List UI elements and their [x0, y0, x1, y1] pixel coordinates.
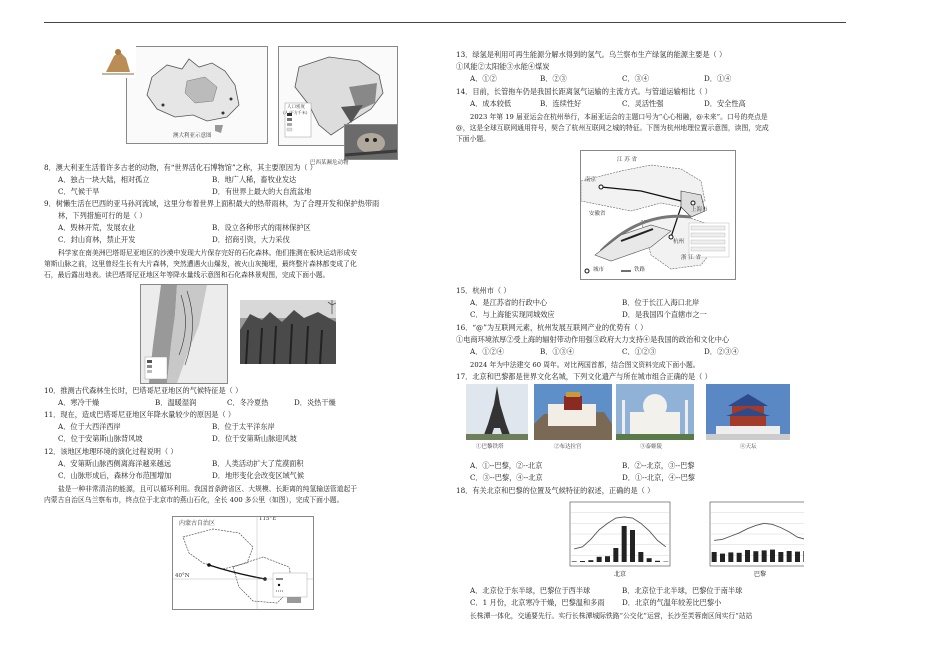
q14-option-b[interactable]: B．连续性好 [540, 99, 582, 108]
q9-option-b[interactable]: B．设立各种形式的雨林保护区 [212, 223, 311, 232]
q11-stem: 11．现在，造成巴塔哥尼亚地区年降水量较少的原因是（ ） [44, 410, 236, 419]
q18-option-d[interactable]: D．北京的气温年较差比巴黎小 [622, 598, 722, 607]
passage2-line2: 内蒙古自治区乌兰察布市，终点位于北京市的燕山石化，全长 400 多公里（如图），完成下面小题。 [44, 496, 344, 504]
q9-option-a[interactable]: A．毁林开荒，发展农业 [58, 223, 136, 232]
taj-mahal-photo [616, 384, 694, 440]
q17-stem: 17．北京和巴黎都是世界文化名城，下列文化遗产与所在城市组合正确的是（ ） [456, 372, 712, 381]
q11-option-d[interactable]: D．位于安第斯山脉迎风坡 [212, 434, 297, 443]
q18-option-c[interactable]: C．1 月份，北京寒冷干燥，巴黎温和多雨 [470, 598, 605, 607]
passage3-line2: @，这是全球互联网通用符号，契合了杭州互联网之城的特征。下图为杭州地理位置示意图，读图，完成 [456, 124, 769, 132]
map2-longitude: 115°E [259, 516, 277, 522]
q13-option-d[interactable]: D．①④ [704, 74, 732, 83]
q16-sub-items: ①电商环境浓厚②受上海的辐射带动作用强③政府大力支持④是我国的政治和文化中心 [456, 335, 730, 344]
patagonia-precipitation-map [140, 284, 228, 384]
precip-bar-4 [737, 553, 742, 562]
sloth-photo-caption: 巴西某濒危动物 [310, 160, 349, 166]
australia-map-caption: 澳大利亚示意图 [173, 133, 212, 139]
map3-legend-rail: 铁路 [634, 267, 646, 273]
australia-map [126, 46, 268, 144]
q16-option-a[interactable]: A．①②④ [470, 347, 504, 356]
kangaroo-photo [100, 44, 136, 78]
petrified-forest-photo [240, 300, 336, 364]
top-rule [44, 22, 846, 23]
precip-bar-2 [580, 561, 585, 562]
q17-option-c[interactable]: C．③--巴黎，④--北京 [470, 473, 543, 482]
q10-option-c[interactable]: C．冬冷夏热 [227, 398, 269, 407]
q16-stem: 16．“@”为互联网元素，杭州发展互联网产业的优势有（ ） [456, 323, 648, 332]
map3-jiangsu: 江 苏 省 [617, 157, 637, 163]
q10-stem: 10．推测古代森林生长时，巴塔哥尼亚地区的气候特征是（ ） [44, 386, 243, 395]
precip-bar-4 [597, 557, 602, 562]
map2-title: 内蒙古自治区 [179, 520, 216, 527]
precip-bar-6 [753, 551, 758, 562]
q9-option-c[interactable]: C．封山育林，禁止开发 [58, 235, 136, 244]
q12-stem: 12．该地区地理环境的演化过程说明（ ） [44, 447, 178, 456]
precip-bar-10 [787, 551, 792, 562]
eiffel-tower-photo [466, 384, 528, 440]
q9-stem-line2: 林，下列措施可行的是（ ） [58, 211, 147, 220]
precip-bar-1 [712, 552, 717, 562]
q15-option-b[interactable]: B．位于长江入海口北岸 [622, 298, 700, 307]
q13-option-b[interactable]: B．②③ [540, 74, 567, 83]
q9-stem-line1: 9．树懒生活在巴西的亚马孙河流域，这里分布着世界上面积最大的热带雨林，为了合理开发和保护热带雨 [44, 199, 380, 208]
map3-nanjing: 南京 [585, 177, 597, 183]
precip-bar-7 [762, 550, 767, 562]
precip-bar-8 [630, 530, 635, 562]
q10-option-a[interactable]: A．寒冷干燥 [58, 398, 100, 407]
q14-option-c[interactable]: C．灵活性强 [622, 99, 664, 108]
map3-legend-city: 城市 [593, 267, 605, 273]
q18-option-a[interactable]: A．北京位于东半球，巴黎位于西半球 [470, 586, 591, 595]
q16-option-c[interactable]: C．①②③ [622, 347, 657, 356]
passage3-line1: 2023 年第 19 届亚运会在杭州举行，本届亚运会的主题口号为“心心相融，@未来”。口号的亮点是 [470, 113, 768, 121]
hydrogen-pipeline-map [172, 516, 314, 610]
q15-option-c[interactable]: C．与上海能实现同城效应 [470, 310, 555, 319]
passage2-line1: 盐是一种非常清洁的能源，且可以循环利用。我国首条跨省区、大规模、长距离的纯氢输送管道起于 [58, 485, 358, 493]
passage1-line1: 科学家在南美洲巴塔哥尼亚地区的沙漠中发现大片保存完好的石化森林。他们推测在板块运动形成安 [58, 249, 358, 257]
q14-stem: 14．目前，长管拖车仍是我国长距离氢气运输的主流方式。与管道运输相比（ ） [456, 87, 712, 96]
q17-caption-4: ④天坛 [740, 444, 757, 450]
passage4-line1: 2024 年为中法建交 60 周年。对比两国首都，结合图文资料完成下面小题。 [470, 361, 700, 369]
map3-shanghai: 上海市 [691, 207, 708, 213]
q13-option-a[interactable]: A．①② [470, 74, 497, 83]
map3-hangzhou: 杭州 [673, 239, 685, 245]
precip-bar-7 [622, 526, 627, 562]
precip-bar-1 [572, 561, 577, 562]
q17-option-a[interactable]: A．①--巴黎，②--北京 [470, 461, 543, 470]
q10-option-b[interactable]: B．温暖湿润 [155, 398, 197, 407]
climate-charts [554, 498, 804, 582]
q15-stem: 15．杭州市（ ） [456, 286, 511, 295]
q8-stem: 8．澳大利亚生活着许多古老的动物，有“世界活化石博物馆”之称，其主要原因为（ ） [44, 163, 317, 172]
chart-title-0: 北京 [614, 571, 627, 578]
q8-option-d[interactable]: D．有世界上最大的大自流盆地 [212, 187, 312, 196]
q8-option-c[interactable]: C．气候干旱 [58, 187, 100, 196]
precip-bar-5 [605, 556, 610, 562]
precip-bar-5 [745, 550, 750, 562]
sloth-photo [344, 124, 398, 160]
q18-stem: 18．有关北京和巴黎的位置及气候特征的叙述，正确的是（ ） [456, 486, 655, 495]
q8-option-b[interactable]: B．地广人稀，畜牧业发达 [212, 175, 297, 184]
precip-bar-2 [720, 554, 725, 562]
q17-caption-3: ③泰姬陵 [640, 444, 663, 450]
q12-option-b[interactable]: B．人类活动扩大了荒漠面积 [212, 459, 304, 468]
q9-option-d[interactable]: D．招商引资，大力采伐 [212, 235, 290, 244]
q15-option-d[interactable]: D．是我国四个直辖市之一 [622, 310, 707, 319]
q14-option-d[interactable]: D．安全性高 [704, 99, 746, 108]
wind-turbine-icon [327, 300, 337, 314]
precip-bar-11 [795, 552, 800, 562]
q15-option-a[interactable]: A．是江苏省的行政中心 [470, 298, 548, 307]
q11-option-a[interactable]: A．位于大西洋西岸 [58, 422, 121, 431]
passage5-line1: 长株潭一体化，交通要先行。实行长株潭城际铁路“公交化”运营，长沙至芙蓉南区间实行“站站 [470, 612, 753, 620]
q13-sub-items: ①风能②太阳能③水能④煤炭 [456, 62, 550, 71]
q16-option-d[interactable]: D．②③④ [704, 347, 739, 356]
map3-zhejiang: 浙 江 省 [681, 255, 701, 261]
q12-option-a[interactable]: A．安第斯山脉西侧离海洋越来越远 [58, 459, 172, 468]
potala-palace-photo [534, 384, 612, 440]
q18-option-b[interactable]: B．北京位于北半球，巴黎位于南半球 [622, 586, 743, 595]
precip-bar-12 [803, 551, 804, 562]
q12-option-d[interactable]: D．地形变化会改变区域气候 [212, 471, 305, 480]
q11-option-c[interactable]: C．位于安第斯山脉背风坡 [58, 434, 143, 443]
passage1-line3: 石，最后露出地表。读巴塔哥尼亚地区年等降水量线示意图和石化森林景观图，完成下面小题。 [44, 271, 330, 279]
chart-title-1: 巴黎 [754, 571, 767, 578]
q13-option-c[interactable]: C．③④ [622, 74, 650, 83]
map3-anhui: 安徽省 [589, 211, 606, 217]
q17-caption-2: ②布达拉宫 [554, 444, 582, 450]
q13-stem: 13．绿氢是利用可再生能源分解水得到的氢气。乌兰察布生产绿氢的能源主要是（ ） [456, 50, 727, 59]
q10-option-d[interactable]: D．炎热干燥 [294, 398, 336, 407]
map2-latitude: 40°N [175, 573, 190, 579]
hangzhou-location-map [580, 150, 736, 280]
q8-option-a[interactable]: A．独占一块大陆，相对孤立 [58, 175, 150, 184]
precip-bar-9 [778, 552, 783, 562]
q16-option-b[interactable]: B．①③④ [540, 347, 575, 356]
precip-bar-11 [655, 561, 660, 562]
brazil-legend-unit: (人/平方千米) [283, 110, 308, 115]
precip-bar-6 [613, 548, 618, 562]
q14-option-a[interactable]: A．成本较低 [470, 99, 512, 108]
temple-of-heaven-photo [706, 384, 790, 440]
passage3-line3: 下面小题。 [456, 135, 490, 143]
precip-bar-3 [728, 552, 733, 562]
q17-option-d[interactable]: D．①--北京，④--巴黎 [622, 473, 695, 482]
precip-bar-10 [647, 558, 652, 562]
precip-bar-3 [588, 560, 593, 562]
precip-bar-8 [770, 550, 775, 562]
precip-bar-9 [638, 552, 643, 562]
q17-option-b[interactable]: B．②--北京，③--巴黎 [622, 461, 695, 470]
q12-option-c[interactable]: C．山脉形成后，森林分布范围增加 [58, 471, 172, 480]
brazil-legend-title: 人口密度 [287, 105, 305, 110]
q11-option-b[interactable]: B．位于太平洋东岸 [212, 422, 275, 431]
q17-caption-1: ①巴黎铁塔 [476, 444, 504, 450]
passage1-line2: 第斯山脉之前，这里曾经生长有大片森林，突然遭遇火山爆发，被火山灰掩埋，最终整片森林都变成了化 [44, 260, 357, 268]
